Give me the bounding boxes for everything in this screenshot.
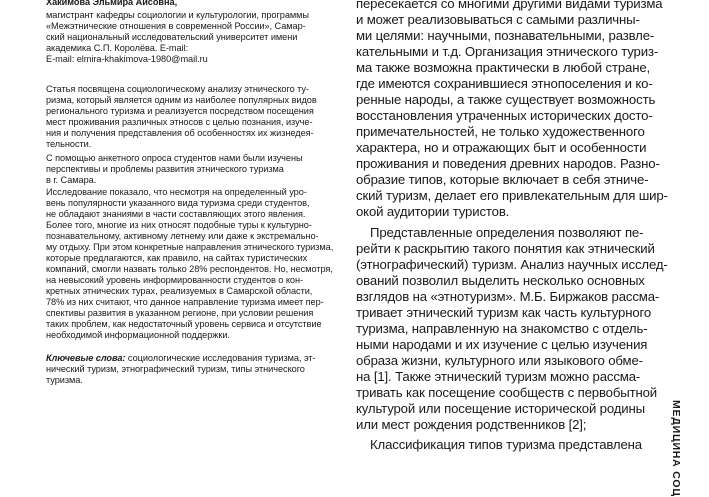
body-line: характера, но и отражающих быт и особенности bbox=[356, 140, 647, 155]
abstract-line: тельности. bbox=[46, 139, 92, 149]
body-line: где имеются сохранившиеся этнопоселения и ко- bbox=[356, 76, 653, 91]
body-line: или мест рождения родственников [2]; bbox=[356, 417, 587, 432]
body-line: ренные народы, а также существует возможность bbox=[356, 92, 656, 107]
author-affiliation-line: ский национальный исследовательский университет имени bbox=[46, 32, 298, 42]
body-line: тривать как посещение сообществ с первобытной bbox=[356, 385, 657, 400]
abstract-line: спективы развития в указанном регионе, при условии решения bbox=[46, 308, 314, 318]
body-line: образие типов, которые включает в себя этниче- bbox=[356, 172, 649, 187]
right-column bbox=[356, 0, 668, 452]
abstract-line: 78% из них считают, что данное направление туризма имеет пер- bbox=[46, 297, 324, 307]
abstract-line: таких проблем, как недостаточный уровень сервиса и отсутствие bbox=[46, 319, 322, 329]
body-line: Представленные определения позволяют пе- bbox=[370, 225, 644, 240]
body-line: образа жизни, культурного или языкового обме- bbox=[356, 353, 643, 368]
body-line: ований позволил выделить несколько основных bbox=[356, 273, 645, 288]
abstract-line: Более того, многие из них относят подобные туры к культурно- bbox=[46, 220, 312, 230]
abstract-line: Исследование показало, что несмотря на определенный уро- bbox=[46, 187, 307, 197]
abstract-line: Статья посвящена социологическому анализу этнического ту- bbox=[46, 84, 309, 94]
body-line: туризма, направленную на знакомство с отдель- bbox=[356, 321, 648, 336]
abstract-line: познавательному, активному летнему или даже к экстремально- bbox=[46, 231, 319, 241]
abstract-line: регионального туризма и реализуется посредством посещения bbox=[46, 106, 314, 116]
author-affiliation-line: магистрант кафедры социологии и культурологии, программы bbox=[46, 10, 309, 20]
body-line: взглядов на «этнотуризм». М.Б. Биржаков рассма- bbox=[356, 289, 660, 304]
abstract-line: компаний, смогли назвать только 28% респондентов. Но, несмотря, bbox=[46, 264, 333, 274]
author-affiliation-line: академика С.П. Королёва. E-mail: bbox=[46, 43, 189, 53]
body-line: ский туризм, делает его привлекательным для шир- bbox=[356, 188, 668, 203]
abstract-line: кретных этнических турах, реализуемых в Самарской области, bbox=[46, 286, 313, 296]
abstract-line: не обладают знаниями в части составляющих этого явления. bbox=[46, 209, 306, 219]
author-email: E-mail: elmira-khakimova-1980@mail.ru bbox=[46, 54, 208, 64]
body-line: пересекается со многими другими видами туризма bbox=[356, 0, 663, 11]
abstract-line: му отдыху. При этом конкретные направления этнического туризма, bbox=[46, 242, 334, 252]
author-affiliation-line: «Межэтнические отношения в современной России», Самар- bbox=[46, 21, 306, 31]
keywords-line: туризма. bbox=[46, 375, 83, 385]
body-line: ма также возможна практически в любой стране, bbox=[356, 60, 651, 75]
body-line: восстановления утраченных исторических досто- bbox=[356, 108, 653, 123]
body-line: кательными и т.д. Организация этнического туриз- bbox=[356, 44, 659, 59]
keywords-text: социологические исследования туризма, эт- bbox=[125, 353, 316, 363]
body-line: (этнографический) туризм. Анализ научных исслед- bbox=[356, 257, 668, 272]
body-line: культурой или посещение исторической родины bbox=[356, 401, 645, 416]
keywords-line bbox=[46, 353, 316, 364]
abstract-line: необходимой информационной поддержки. bbox=[46, 330, 230, 340]
abstract-line: в г. Самара. bbox=[46, 175, 97, 185]
keywords-label: Ключевые слова: bbox=[46, 353, 126, 363]
body-line: и может реализовываться с самыми различны- bbox=[356, 12, 640, 27]
journal-section-label: МЕДИЦИНА СОЦ bbox=[670, 400, 682, 497]
body-line: Классификация типов туризма представлена bbox=[370, 437, 642, 452]
abstract-line: перспективы и проблемы развития этнического туризма bbox=[46, 164, 284, 174]
author-name: Хакимова Эльмира Аисовна, bbox=[46, 0, 178, 7]
abstract-line: на невысокий уровень информированности студентов о кон- bbox=[46, 275, 304, 285]
body-line: проживания и поведения древних народов. Разно- bbox=[356, 156, 660, 171]
abstract-line: С помощью анкетного опроса студентов нами были изучены bbox=[46, 153, 303, 163]
body-line: окой аудитории туристов. bbox=[356, 204, 510, 219]
body-line: на [1]. Также этнический туризм можно рассма- bbox=[356, 369, 641, 384]
body-line: примечательностей, не только художественного bbox=[356, 124, 645, 139]
body-line: тривает этнический туризм как часть культурного bbox=[356, 305, 652, 320]
body-line: ми целями: научными, познавательными, развле- bbox=[356, 28, 655, 43]
abstract-line: мест проживания различных этносов с целью познания, изуче- bbox=[46, 117, 313, 127]
abstract-line: ризма, который является одним из наиболее популярных видов bbox=[46, 95, 317, 105]
abstract-line: которые предлагаются, как правило, на сайтах туристических bbox=[46, 253, 308, 263]
abstract-line: ния и получения представления об особенностях их жизнедея- bbox=[46, 128, 314, 138]
body-line: рейти к раскрытию такого понятия как этнический bbox=[356, 241, 655, 256]
body-line: ными народами и их изучение с целью изучения bbox=[356, 337, 648, 352]
abstract-line: вень популярности указанного вида туризма среди студентов, bbox=[46, 198, 310, 208]
keywords-line: нический туризм, этнографический туризм, типы этнического bbox=[46, 364, 305, 374]
left-column bbox=[46, 0, 346, 400]
